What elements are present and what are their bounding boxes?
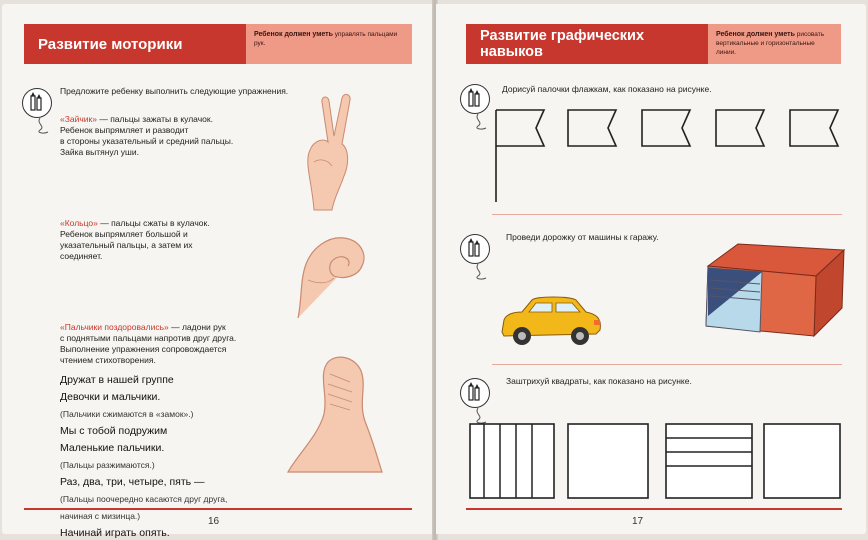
poem: Дружат в нашей группе Девочки и мальчики. (Пальчики сжимаются в «замок».) Мы с тобой подружим Маленькие пальчики. (Пальцы разжимаются.) Раз, два, три, четыре, пять — (Пальцы поочередно касаются друг друга, начиная с мизинца.) Начинай играть опять.	[60, 374, 228, 539]
skill-bold: Ребенок должен уметь	[716, 31, 795, 38]
right-header	[466, 24, 841, 64]
hand-ring-icon	[288, 220, 378, 320]
task-3-text: Заштрихуй квадраты, как показано на рисунке.	[506, 376, 692, 386]
task-1-text: Дорисуй палочки флажкам, как показано на рисунке.	[502, 84, 712, 94]
right-page	[436, 4, 866, 534]
skill-text: управлять пальцами рук.	[254, 31, 398, 47]
garage-icon	[698, 236, 848, 346]
flag-icon	[642, 110, 690, 146]
exercise-2: «Кольцо» — пальцы сжаты в кулачок. Ребенок выпрямляет большой и указательный пальцы, а затем их соединяет.	[60, 218, 210, 261]
left-header-title: Развитие моторики	[24, 24, 246, 64]
hands-clasped-icon	[278, 344, 388, 474]
flag-icon	[790, 110, 838, 146]
right-header-title: Развитие графических навыков	[466, 24, 708, 64]
exercise-2-name: «Кольцо»	[60, 218, 98, 228]
car-icon	[496, 294, 606, 350]
task-2-text: Проведи дорожку от машины к гаражу.	[506, 232, 659, 242]
left-header-skill	[246, 24, 412, 64]
hand-bunny-icon	[284, 92, 364, 212]
intro-text: Предложите ребенку выполнить следующие упражнения.	[60, 86, 289, 96]
skill-bold: Ребенок должен уметь	[254, 31, 333, 38]
exercise-3-name: «Пальчики поздоровались»	[60, 322, 169, 332]
string-icon	[34, 118, 54, 136]
pencil-badge-icon	[460, 378, 490, 408]
string-icon	[472, 264, 492, 282]
left-page-number: 16	[208, 516, 220, 527]
left-header	[24, 24, 412, 64]
flag-icon	[496, 110, 544, 146]
squares-exercise	[466, 418, 846, 504]
right-footer-rule	[466, 508, 842, 510]
exercise-1: «Зайчик» — пальцы зажаты в кулачок. Ребенок выпрямляет и разводит в стороны указательный и средний пальцы. Зайка вытянул уши.	[60, 114, 234, 157]
exercise-3: «Пальчики поздоровались» — ладони рук с поднятыми пальцами напротив друг друга. Выполнение упражнения сопровождается чтением стихотворения.	[60, 322, 237, 365]
skill-text: рисовать вертикальные и горизонтальные линии.	[716, 31, 825, 56]
string-icon	[472, 114, 492, 132]
right-page-number: 17	[632, 516, 644, 527]
divider	[492, 364, 842, 365]
flag-icon	[568, 110, 616, 146]
flags-exercise	[492, 104, 862, 204]
pencil-badge-icon	[22, 88, 52, 118]
left-footer-rule	[24, 508, 412, 510]
flag-icon	[716, 110, 764, 146]
left-page	[2, 4, 434, 539]
right-header-skill	[708, 24, 841, 64]
divider	[492, 214, 842, 215]
pencil-badge-icon	[460, 84, 490, 114]
exercise-1-name: «Зайчик»	[60, 114, 97, 124]
pencil-badge-icon	[460, 234, 490, 264]
